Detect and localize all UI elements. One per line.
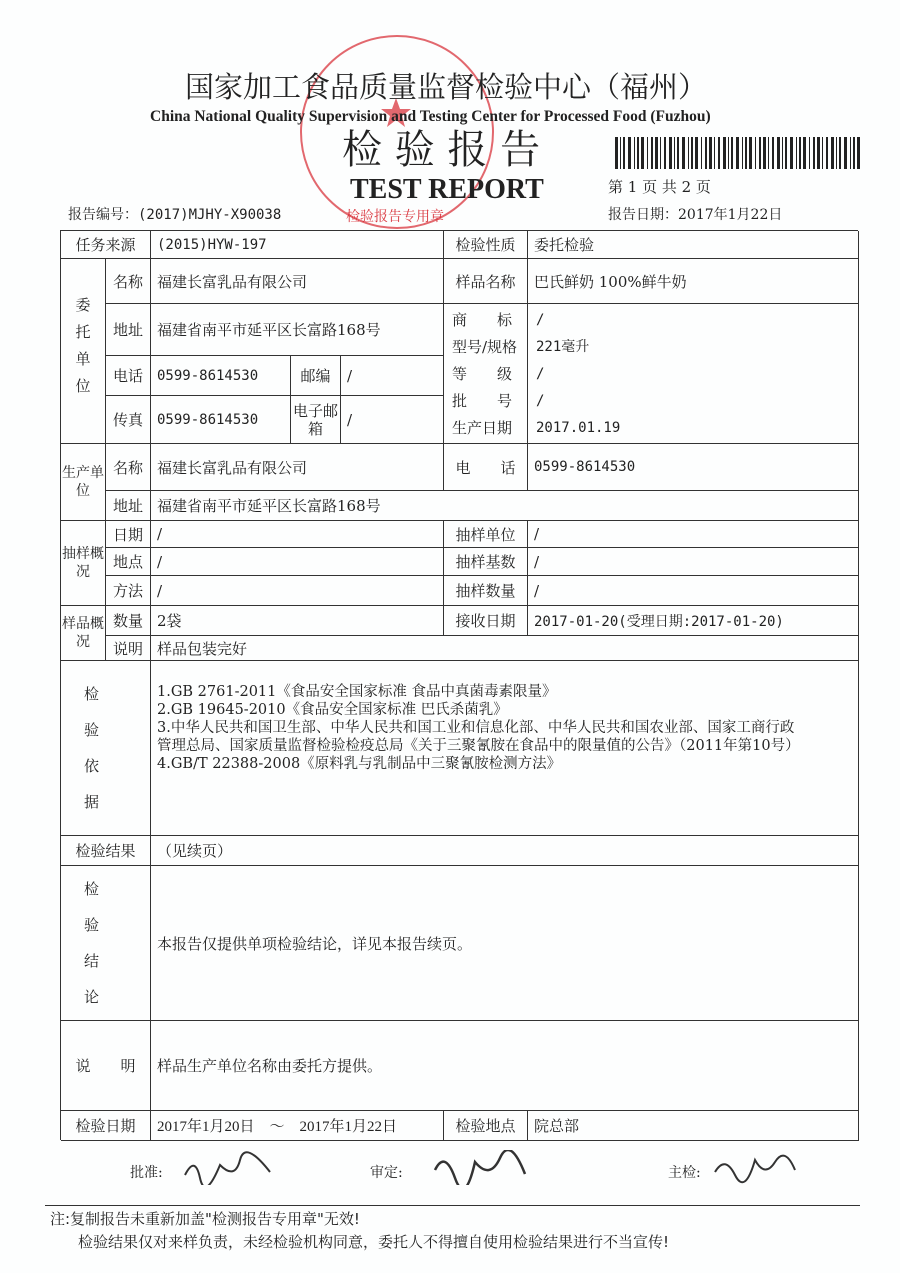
barcode-bar (742, 137, 743, 169)
sampling-qty: / (528, 576, 859, 606)
producer-name: 福建长富乳品有限公司 (151, 444, 444, 491)
barcode-bar (688, 137, 689, 169)
grade-label: 等 级 (452, 364, 513, 383)
task-source-label: 任务来源 (61, 231, 151, 259)
producer-phone-label: 电 话 (444, 444, 528, 491)
sampling-date-label: 日期 (106, 521, 151, 548)
sampling-method: / (151, 576, 444, 606)
brand-label: 商 标 (452, 310, 513, 329)
barcode-bar (736, 137, 739, 169)
barcode-bar (669, 137, 672, 169)
barcode-bar (817, 137, 820, 169)
barcode-bar (691, 137, 693, 169)
barcode-bar (674, 137, 675, 169)
note: 样品生产单位名称由委托方提供。 (151, 1021, 859, 1111)
title-en: China National Quality Supervision and Testing Center for Processed Food (Fuzhou) (150, 108, 711, 125)
barcode-bar (731, 137, 733, 169)
barcode-bar (745, 137, 747, 169)
sampling-unit-label: 抽样单位 (444, 521, 528, 548)
receive-date-label: 接收日期 (444, 606, 528, 636)
test-place-label: 检验地点 (444, 1111, 528, 1141)
footer-note-1: 注:复制报告未重新加盖"检测报告专用章"无效! (50, 1210, 360, 1228)
qty-label: 数量 (106, 606, 151, 636)
test-date-label: 检验日期 (61, 1111, 151, 1141)
barcode-bar (677, 137, 679, 169)
barcode-bar (850, 137, 851, 169)
sample-desc: 样品包装完好 (151, 636, 859, 661)
barcode-bar (853, 137, 855, 169)
basis-list (151, 661, 859, 836)
result: （见续页） (151, 836, 859, 866)
barcode-bar (651, 137, 653, 169)
producer-address: 福建省南平市延平区长富路168号 (151, 491, 859, 521)
barcode-bar (728, 137, 729, 169)
brand: / (536, 311, 545, 328)
barcode-bar (803, 137, 806, 169)
chief-signature (710, 1150, 800, 1185)
footer-note-2: 检验结果仅对来样负责，未经检验机构同意，委托人不得擅自使用检验结果进行不当宣传! (78, 1233, 670, 1251)
barcode-bar (637, 137, 639, 169)
client-name: 福建长富乳品有限公司 (151, 259, 444, 304)
barcode-bar (822, 137, 823, 169)
barcode-bar (695, 137, 698, 169)
barcode-bar (705, 137, 707, 169)
barcode-bar (809, 137, 810, 169)
sampling-method-label: 方法 (106, 576, 151, 606)
client-fax-label: 传真 (106, 396, 151, 444)
barcode-bar (660, 137, 661, 169)
producer-label: 生产单位 (61, 444, 106, 521)
barcode-bar (709, 137, 712, 169)
grade: / (536, 365, 545, 382)
client-fax: 0599-8614530 (151, 396, 291, 444)
report-table (60, 230, 858, 1140)
sampling-qty-label: 抽样数量 (444, 576, 528, 606)
batch-label: 批 号 (452, 391, 513, 410)
title-cn: 国家加工食品质量监督检验中心（福州） (185, 70, 708, 104)
sampling-base-label: 抽样基数 (444, 548, 528, 576)
barcode-bar (799, 137, 801, 169)
barcode-bar (763, 137, 766, 169)
zip-label: 邮编 (291, 356, 341, 396)
report-date: 报告日期：2017年1月22日 (608, 207, 783, 223)
approve-label: 批准: (130, 1165, 163, 1181)
test-place: 院总部 (528, 1111, 859, 1141)
basis-label: 检验依据 (61, 661, 151, 836)
spec: 221毫升 (536, 338, 590, 355)
barcode-bar (749, 137, 752, 169)
review-label: 审定: (370, 1165, 403, 1181)
product-attr-labels (444, 304, 528, 444)
client-address: 福建省南平市延平区长富路168号 (151, 304, 444, 356)
zip: / (341, 356, 444, 396)
producer-phone: 0599-8614530 (528, 444, 859, 491)
barcode-bar (641, 137, 644, 169)
barcode-bar (628, 137, 631, 169)
desc-label: 说明 (106, 636, 151, 661)
barcode-bar (647, 137, 648, 169)
sampling-base: / (528, 548, 859, 576)
basis-item: 4.GB/T 22388-2008《原料乳与乳制品中三聚氰胺检测方法》 (157, 756, 562, 772)
stamp-text: 检验报告专用章 (346, 209, 444, 225)
page-info: 第 1 页 共 2 页 (608, 178, 711, 196)
conclusion: 本报告仅提供单项检验结论，详见本报告续页。 (151, 866, 859, 1021)
barcode-bar (768, 137, 769, 169)
barcode-bar (759, 137, 761, 169)
barcode-bar (839, 137, 841, 169)
barcode-bar (836, 137, 837, 169)
sample-overview-label: 样品概况 (61, 606, 106, 661)
client-addr-label: 地址 (106, 304, 151, 356)
spec-label: 型号/规格 (452, 337, 518, 356)
approve-signature (180, 1150, 280, 1185)
client-phone: 0599-8614530 (151, 356, 291, 396)
footer-divider (45, 1205, 860, 1206)
conclusion-label: 检验结论 (61, 866, 151, 1021)
basis-item: 1.GB 2761-2011《食品安全国家标准 食品中真菌毒素限量》 (157, 684, 557, 700)
product-attr-values (528, 304, 859, 444)
barcode-bar (790, 137, 793, 169)
report-title-cn: 检 验 报 告 (342, 127, 541, 173)
barcode-bar (826, 137, 828, 169)
barcode-bar (857, 137, 860, 169)
task-source: (2015)HYW-197 (151, 231, 444, 259)
sampling-unit: / (528, 521, 859, 548)
basis-item: 3.中华人民共和国卫生部、中华人民共和国工业和信息化部、中华人民共和国农业部、国家工商行政管理总局、国家质量监督检验检疫总局《关于三聚氰胺在食品中的限量值的公告》（2011年第10号） (157, 720, 800, 754)
basis-item: 2.GB 19645-2010《食品安全国家标准 巴氏杀菌乳》 (157, 702, 508, 718)
prod-date: 2017.01.19 (536, 419, 621, 436)
barcode-bar (714, 137, 715, 169)
barcode-bar (755, 137, 756, 169)
report-title-en: TEST REPORT (350, 174, 544, 205)
client-name-label: 名称 (106, 259, 151, 304)
qty: 2袋 (151, 606, 444, 636)
barcode (615, 137, 860, 169)
sample-name-label: 样品名称 (444, 259, 528, 304)
client-phone-label: 电话 (106, 356, 151, 396)
batch: / (536, 392, 545, 409)
producer-addr-label: 地址 (106, 491, 151, 521)
sample-name: 巴氏鲜奶 100%鲜牛奶 (528, 259, 859, 304)
barcode-bar (620, 137, 621, 169)
barcode-bar (615, 137, 618, 169)
barcode-bar (796, 137, 797, 169)
nature: 委托检验 (528, 231, 859, 259)
barcode-bar (655, 137, 658, 169)
nature-label: 检验性质 (444, 231, 528, 259)
sampling-date: / (151, 521, 444, 548)
email-label: 电子邮箱 (291, 396, 341, 444)
sampling-place: / (151, 548, 444, 576)
producer-name-label: 名称 (106, 444, 151, 491)
barcode-bar (723, 137, 726, 169)
barcode-bar (634, 137, 635, 169)
review-signature (430, 1150, 530, 1185)
email: / (341, 396, 444, 444)
note-label: 说 明 (61, 1021, 151, 1111)
receive-date: 2017-01-20(受理日期:2017-01-20) (528, 606, 859, 636)
barcode-bar (664, 137, 666, 169)
result-label: 检验结果 (61, 836, 151, 866)
barcode-bar (782, 137, 783, 169)
barcode-bar (718, 137, 720, 169)
barcode-bar (785, 137, 787, 169)
chief-label: 主检: (668, 1165, 701, 1181)
sampling-label: 抽样概况 (61, 521, 106, 606)
client-label: 委托单位 (61, 259, 106, 444)
report-number: 报告编号：(2017)MJHY-X90038 (68, 207, 282, 223)
barcode-bar (623, 137, 625, 169)
barcode-bar (682, 137, 685, 169)
test-date: 2017年1月20日 ～ 2017年1月22日 (151, 1111, 444, 1141)
barcode-bar (831, 137, 834, 169)
barcode-bar (844, 137, 847, 169)
prod-date-label: 生产日期 (452, 418, 513, 437)
barcode-bar (772, 137, 774, 169)
barcode-bar (701, 137, 702, 169)
sampling-place-label: 地点 (106, 548, 151, 576)
barcode-bar (777, 137, 780, 169)
barcode-bar (813, 137, 815, 169)
